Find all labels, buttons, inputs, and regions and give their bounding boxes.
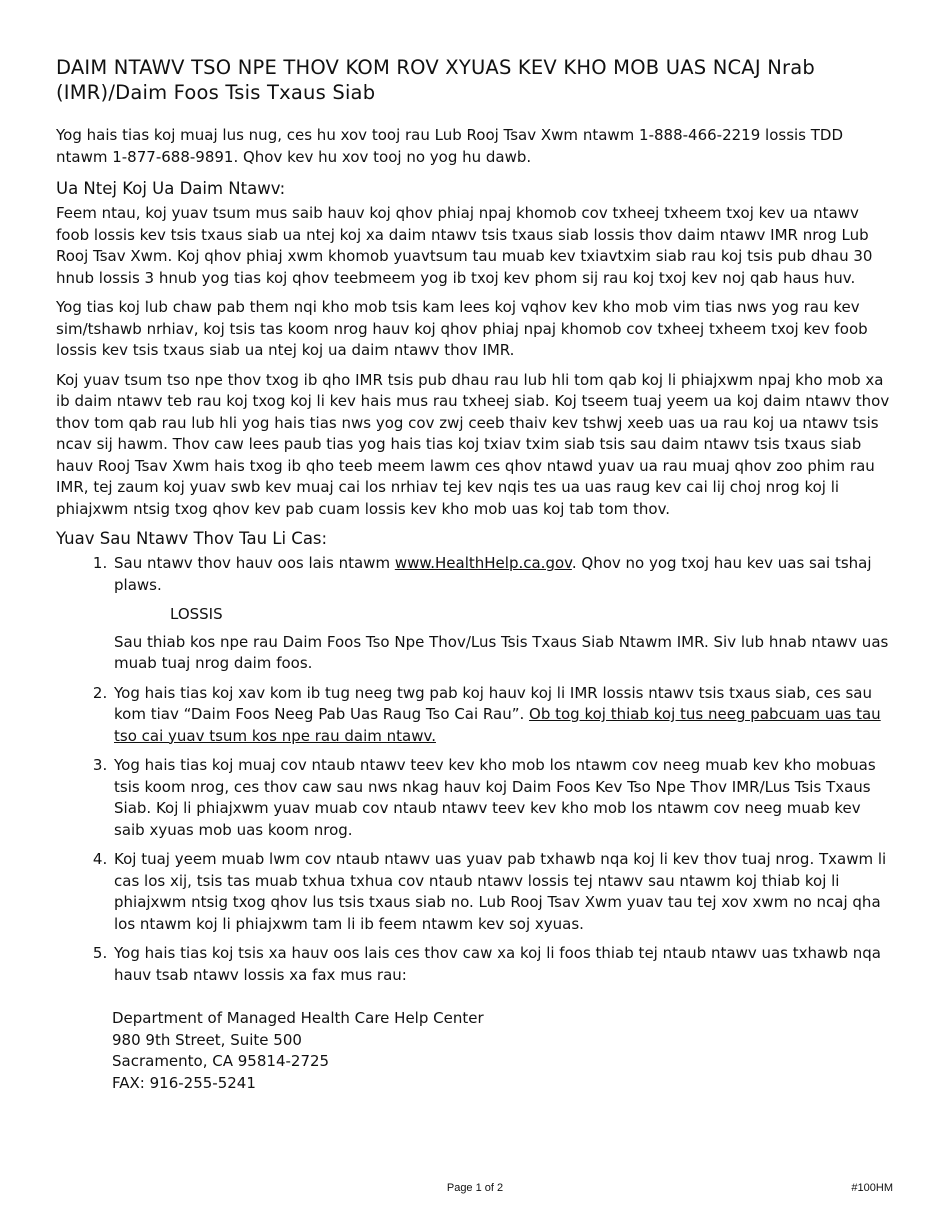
item3-text: Yog hais tias koj muaj cov ntaub ntawv teev kev kho mob los ntawm cov neeg muab kev kho mobuas tsis koom nrog, ces thov caw sau nws nkag hauv koj Daim Foos Kev Tso Npe Thov IMR/Lus Tsis Txaus Siab. Koj li phiajxwm yuav muab cov ntaub ntawv teev kev kho mob los ntawm cov neeg muab kev saib xyuas mob uas koom nrog. [114,756,876,839]
item1-text-after: . Qhov no yog txoj hau kev uas sai tshaj plaws. [114,554,872,594]
list-item [112,755,892,841]
item5-text: Yog hais tias koj tsis xa hauv oos lais ces thov caw xa koj li foos thiab tej ntaub ntawv uas txhawb nqa hauv tsab ntawv lossis xa fax mus rau: [114,944,881,984]
section-before-heading: Ua Ntej Koj Ua Daim Ntawv: [56,179,286,198]
list-item [112,849,892,935]
item2-underlined-text: Ob tog koj thiab koj tus neeg pabcuam uas tau tso cai yuav tsum kos npe rau daim ntawv. [114,705,881,745]
address-line-3: Sacramento, CA 95814-2725 [112,1052,330,1070]
item1-text-before: Sau ntawv thov hauv oos lais ntawm [114,554,395,572]
address-line-1: Department of Managed Health Care Help Center [112,1009,484,1027]
healthhelp-link[interactable]: www.HealthHelp.ca.gov [394,554,572,572]
section-before-paragraph-1: Feem ntau, koj yuav tsum mus saib hauv koj qhov phiaj npaj khomob cov txheej txheem txoj kev ua ntawv foob lossis kev tsis txaus siab ua ntej koj xa daim ntawv tsis txaus siab lossis thov daim ntawv IMR nrog Lub Rooj Tsav Xwm. Koj qhov phiaj xwm khomob yuavtsum tau muab kev txiavtxim siab rau koj tsis pub dhau 30 hnub lossis 3 hnub yog tias koj qhov teebmeem yog ib txoj kev phom sij rau koj txoj kev noj qab haus huv. [56,204,873,287]
list-item [112,553,892,675]
document-page [56,55,892,1094]
section-before-paragraph-2: Yog tias koj lub chaw pab them nqi kho mob tsis kam lees koj vqhov kev kho mob vim tias nws yog rau kev sim/tshawb nrhiav, koj tsis tas koom nrog hauv koj qhov phiaj npaj khomob cov txheej txheem txoj kev foob lossis kev tsis txaus siab ua ntej koj ua daim ntawv thov IMR. [56,298,868,359]
section-before-paragraph-3: Koj yuav tsum tso npe thov txog ib qho IMR tsis pub dhau rau lub hli tom qab koj li phiajxwm npaj kho mob xa ib daim ntawv teb rau koj txog koj li kev hais mus rau txheej siab. Koj tseem tuaj yeem ua koj daim ntawv thov thov tom qab rau lub hli yog hais tias nws yog cov zwj ceeb thaiv kev tshwj xeeb uas ua rau koj ua ntawv tsis ncav sij hawm. Thov caw lees paub tias yog hais tias koj txiav txim siab tsis sau daim ntawv tsis txaus siab hauv Rooj Tsav Xwm hais txog ib qho teeb meem lawm ces qhov ntawd yuav ua rau muaj qhov zoo phim rau IMR, tej zaum koj yuav swb kev muaj cai los nrhiav tej kev nqis tes ua uas raug kev cai lij choj nrog koj li phiajxwm ntsig txog qhov kev pab cuam lossis kev kho mob uas koj tab tom thov. [56,370,890,518]
mailing-address [112,1008,892,1094]
item2-text: Yog hais tias koj xav kom ib tug neeg twg pab koj hauv koj li IMR lossis ntawv tsis txaus siab, ces sau kom tiav “Daim Foos Neeg Pab Uas Raug Tso Cai Rau”. [114,683,872,723]
instructions-list [56,553,892,986]
section-how-heading: Yuav Sau Ntawv Thov Tau Li Cas: [56,529,328,548]
document-title: DAIM NTAWV TSO NPE THOV KOM ROV XYUAS KEV KHO MOB UAS NCAJ Nrab (IMR)/Daim Foos Tsis Txaus Siab [56,56,815,104]
item1-sub-paragraph: Sau thiab kos npe rau Daim Foos Tso Npe Thov/Lus Tsis Txaus Siab Ntawm IMR. Siv lub hnab ntawv uas muab tuaj nrog daim foos. [114,632,889,672]
item4-text: Koj tuaj yeem muab lwm cov ntaub ntawv uas yuav pab txhawb nqa koj li kev thov tuaj nrog. Txawm li cas los xij, tsis tas muab txhua txhua cov ntaub ntawv lossis tej ntawv sau ntawm koj thiab koj li phiajxwm ntsig txog qhov lus tsis txaus siab no. Lub Rooj Tsav Xwm yuav tau tej xov xwm no ncaj qha los ntawm koj li phiajxwm tam li ib feem ntawm kev soj xyuas. [114,850,887,933]
address-line-2: 980 9th Street, Suite 500 [112,1030,302,1049]
page-number: Page 1 of 2 [446,1182,504,1194]
list-item [112,943,892,986]
or-label: LOSSIS [170,605,223,623]
list-item [112,683,892,748]
form-code: #100HM [851,1182,893,1194]
intro-paragraph: Yog hais tias koj muaj lus nug, ces hu xov tooj rau Lub Rooj Tsav Xwm ntawm 1-888-466-2219 lossis TDD ntawm 1-877-688-9891. Qhov kev hu xov tooj no yog hu dawb. [56,126,844,166]
address-fax: FAX: 916-255-5241 [112,1073,256,1092]
